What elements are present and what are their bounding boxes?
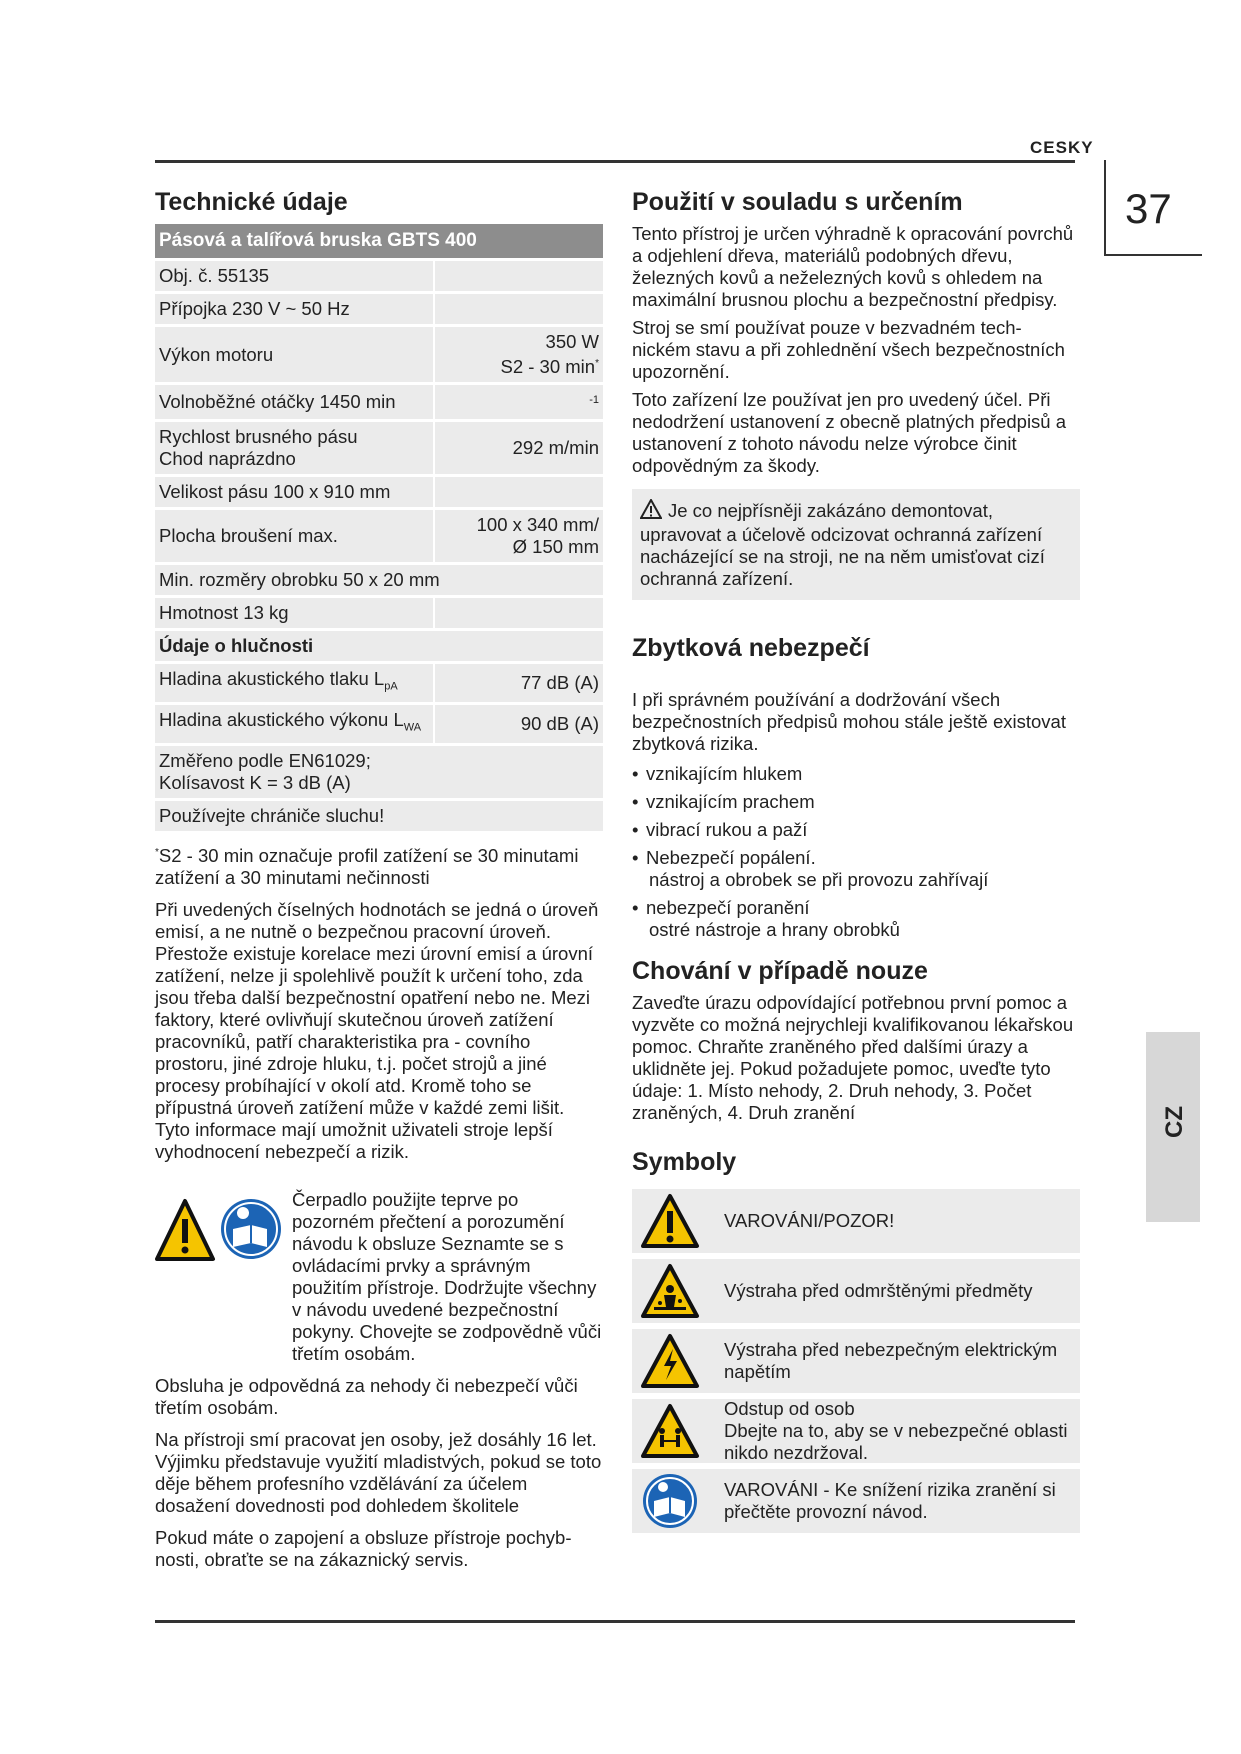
spec-table (155, 221, 603, 834)
read-manual-paragraph: Čerpadlo použijte teprve po pozorném přečtení a porozumění návodu k obsluze Seznamte se s ovládacími prvky a správným použitím přístroje. Dodržujte všechny v návodu uvedené bezpečnostní pokyny. Chovejte se zodpovědně vůči třetím osobám. (292, 1188, 602, 1364)
spec-obj: Obj. č. 55135 (155, 261, 433, 291)
spec-tlak-sub: pA (384, 681, 398, 693)
warning-and-manual-icons (155, 1195, 283, 1265)
right-column (632, 188, 1080, 1533)
spec-rychlost-value: 292 m/min (433, 422, 603, 474)
table-row (155, 510, 603, 562)
table-row (155, 664, 603, 702)
spec-pripojka: Přípojka 230 V ~ 50 Hz (155, 294, 433, 324)
spec-plocha-value1: 100 x 340 mm/ (476, 514, 599, 536)
table-row (155, 598, 603, 628)
footnote: S2 - 30 min označuje profil zatížení se 30 minutami zatížení a 30 minutami nečinnosti (155, 844, 579, 888)
emergency-title: Chování v případě nouze (632, 957, 928, 985)
servis-paragraph: Pokud máte o zapojení a obsluze přístroje pochyb- nosti, obraťte se na zákaznický servis. (155, 1526, 572, 1570)
table-row (155, 565, 603, 595)
warning-triangle-icon (157, 1201, 213, 1259)
vek-paragraph: Na přístroji smí pracovat jen osoby, jež dosáhly 16 let. Výjimku představuje využití mladistvých, pokud se toto děje během profesního vzdělávání za účelem dosažení dovednosti pod dohledem školitele (155, 1428, 602, 1516)
left-column: Technické údaje Pásová a talířová bruska GBTS 400 Obj. č. 55135 Přípojka 230 V ~ 50 Hz Výkon motoru 350 W S2 - 30 min* Volnoběžné otáčky 1450 min $^{-1}$ Rychlost brusného pásu Chod naprázdno 292 m/min Velikost pásu 100 x 910 mm Plocha broušení max. 100 x 340 mm/ Ø 150 mm Min. rozměry obrobku 50 x 20 mm Hmotnost 13 kg Údaje o hlučnosti Hladina akustického tlaku $L_{pA}$ 77 dB (A) Hladina akustického výkonu $L_{WA}$ 90 dB (A) Změřeno podle EN61029; Kolísavost K = 3 dB (A) Používejte chrániče sluchu! *S2 - 30 min označuje profil zatížení se 30 minutami zatížení a 30 minutami nečinnosti Při uvedených číselných hodnotách se jedná o úroveň emisí, a ne nutně o bezpečnou pracovní úroveň. Přestože existuje korelace mezi úrovní emisí a úrovní zatížení, nelze ji spolehlivě použít k určení toho, zda jsou třeba další bezpečnostní opatření nebo ne. Mezi faktory, které ovlivňují skutečnou úroveň zatížení pracovníků, patří charakteristika pra - covního prostoru, jiné zdroje hluku, t.j. počet strojů a jiné procesy probíhající v okolí atd. Kromě toho se přípustná úroveň zatížení může v každé zemi lišit. Tyto informace mají umožnit uživateli stroje lepší vyhodnocení nebezpečí a rizik. Čerpadlo použijte teprve po pozorném přečtení a porozumění návodu k obsluze Seznamte se s ovládacími prvky a správným použitím přístroje. Dodržujte všechny v návodu uvedené bezpečnostní pokyny. Chovejte se zodpovědně vůči třetím osobám. Obsluha je odpovědná za nehody či nebezpečí vůči třetím osobám. Na přístroji smí pracovat jen osoby, jež dosáhly 16 let. Výjimku představuje využití mladistvých, pokud se toto děje během profesního vzdělávání za účelem dosažení dovednosti pod dohledem školitele Pokud máte o zapojení a obsluze přístroje pochyb- nosti, obraťte se na zákaznický servis. (155, 188, 602, 1570)
symbol-row (632, 1399, 1080, 1463)
usage-p2: Stroj se smí používat pouze v bezvadném tech- nickém stavu a při zohlednění všech bezpečnostních upozornění. (632, 317, 1065, 382)
spec-zmereno1: Změřeno podle EN61029; (159, 749, 371, 771)
spec-vykonL-sub: WA (403, 721, 422, 734)
list-item: • nebezpečí poranění ostré nástroje a hrany obrobků (632, 897, 1080, 941)
language-side-tab-label: CZ (1161, 1106, 1188, 1138)
list-item: • vznikajícím prachem (632, 791, 1080, 813)
table-row (155, 261, 603, 291)
warning-outline-icon (640, 499, 662, 524)
table-row: Výkon motoru 350 W S2 - 30 min* (155, 327, 603, 382)
usage-title: Použití v souladu s určením (632, 188, 963, 216)
symbol-row (632, 1189, 1080, 1253)
spec-table-head: Pásová a talířová bruska GBTS 400 (155, 224, 603, 258)
symbol-text: VAROVÁNI - Ke snížení rizika zranění si přečtěte provozní návod. (724, 1479, 1056, 1522)
warning-note (632, 489, 1080, 600)
symbol-text: Dbejte na to, aby se v nebezpečné oblasti nikdo nezdržoval. (724, 1420, 1068, 1463)
warning-triangle-icon (640, 1193, 700, 1249)
table-row (155, 294, 603, 324)
footer-rule (155, 1620, 1075, 1623)
table-row (155, 422, 603, 474)
spec-plocha-value2: Ø 150 mm (512, 536, 599, 558)
emise-paragraph: Při uvedených číselných hodnotách se jedná o úroveň emisí, a ne nutně o bezpečnou pracovní úroveň. Přestože existuje korelace mezi úrovní emisí a úrovní zatížení, nelze ji spolehlivě použít k určení toho, zda jsou třeba další bezpečnostní opatření nebo ne. Mezi faktory, které ovlivňují skutečnou úroveň zatížení pracovníků, patří charakteristika pra - covního prostoru, jiné zdroje hluku, t.j. počet strojů a jiné procesy probíhající v okolí atd. Kromě toho se přípustná úroveň zatížení může v každé zemi lišit. Tyto informace mají umožnit uživateli stroje lepší vyhodnocení nebezpečí a rizik. (155, 898, 599, 1162)
page-number: 37 (1125, 185, 1172, 232)
spec-otacky-sup: -1 (589, 394, 599, 407)
symbol-text: Výstraha před odmrštěnými předměty (724, 1280, 1033, 1301)
list-item: • vibrací rukou a paží (632, 819, 1080, 841)
spec-rychlost-label1: Rychlost brusného pásu (159, 426, 358, 448)
usage-p1: Tento přístroj je určen výhradně k opracování povrchů a odjehlení dřeva, materiálů podobných dřevu, železných kovů a neželezných kovů s ohledem na maximální brusnou plochu a bezpečnostní předpisy. (632, 223, 1074, 310)
table-row (155, 631, 603, 661)
spec-min-rozmery: Min. rozměry obrobku 50 x 20 mm (155, 565, 603, 595)
spec-tlak-value: 77 dB (A) (433, 664, 603, 702)
usage-p3: Toto zařízení lze používat jen pro uvedený účel. Při nedodržení ustanovení z obecně platných předpisů a ustanovení z tohoto návodu nelze výrobce činit odpovědným za škody. (632, 389, 1067, 476)
spec-vykon-value2: S2 - 30 min (500, 356, 596, 378)
spec-vykonL-value: 90 dB (A) (433, 705, 603, 743)
residual-list (632, 763, 1080, 941)
spec-tlak-label: Hladina akustického tlaku L (159, 668, 385, 690)
spec-plocha-label: Plocha broušení max. (155, 510, 433, 562)
language-label: CESKY (1030, 138, 1094, 157)
warning-note-text: Je co nejpřísněji zakázáno demontovat, upravovat a účelově odcizovat ochranná zařízení nacházející se na stroji, ne na něm umisťovat cizí ochranná zařízení. (640, 500, 1045, 589)
spec-hmotnost: Hmotnost 13 kg (155, 598, 433, 628)
symbol-text: VAROVÁNI/POZOR! (724, 1210, 895, 1231)
spec-hlucnost-head: Údaje o hlučnosti (155, 631, 603, 661)
symbol-text: Výstraha před nebezpečným elektrickým napětím (724, 1339, 1058, 1382)
read-manual-icon (640, 1473, 700, 1529)
emergency-text: Zaveďte úrazu odpovídající potřebnou první pomoc a vyzvěte co možná nejrychleji kvalifikovanou lékařskou pomoc. Chraňte zraněného před dalšími úrazy a uklidněte jej. Pokud požadujete pomoc, uveďte tyto údaje: 1. Místo nehody, 2. Druh nehody, 3. Počet zraněných, 4. Druh zranění (632, 992, 1074, 1123)
table-row (155, 801, 603, 831)
spec-zmereno2: Kolísavost K = 3 dB (A) (159, 771, 351, 793)
symbols-list (632, 1189, 1080, 1533)
residual-title: Zbytková nebezpečí (632, 634, 870, 662)
table-row (155, 705, 603, 743)
spec-vykon-value1: 350 W (545, 331, 599, 352)
symbol-text: Odstup od osob (724, 1398, 855, 1419)
residual-intro: I při správném používání a dodržování všech bezpečnostních předpisů mohou stále ještě existovat zbytková rizika. (632, 689, 1066, 754)
table-row (155, 477, 603, 507)
spec-vykonL-label: Hladina akustického výkonu L (159, 709, 404, 730)
symbol-row (632, 1469, 1080, 1533)
header-rule (155, 160, 1075, 163)
symbols-title: Symboly (632, 1148, 737, 1176)
obsluha-paragraph: Obsluha je odpovědná za nehody či nebezpečí vůči třetím osobám. (155, 1374, 578, 1418)
read-manual-block (155, 1189, 603, 1365)
spec-vykon-label: Výkon motoru (155, 327, 433, 382)
spec-chranice: Používejte chrániče sluchu! (155, 801, 603, 831)
spec-velikost: Velikost pásu 100 x 910 mm (155, 477, 433, 507)
read-manual-icon (221, 1199, 281, 1259)
keep-distance-icon (640, 1403, 700, 1459)
technical-title: Technické údaje (155, 188, 348, 216)
spec-otacky-label: Volnoběžné otáčky 1450 min (155, 385, 433, 419)
table-row (155, 746, 603, 798)
symbol-row (632, 1329, 1080, 1393)
flying-objects-icon (640, 1263, 700, 1319)
table-row (155, 224, 603, 258)
electric-hazard-icon (640, 1333, 700, 1389)
symbol-row (632, 1259, 1080, 1323)
table-row (155, 385, 603, 419)
spec-rychlost-label2: Chod naprázdno (159, 448, 296, 470)
list-item: • vznikajícím hlukem (632, 763, 1080, 785)
list-item: • Nebezpečí popálení. nástroj a obrobek se při provozu zahřívají (632, 847, 1080, 891)
